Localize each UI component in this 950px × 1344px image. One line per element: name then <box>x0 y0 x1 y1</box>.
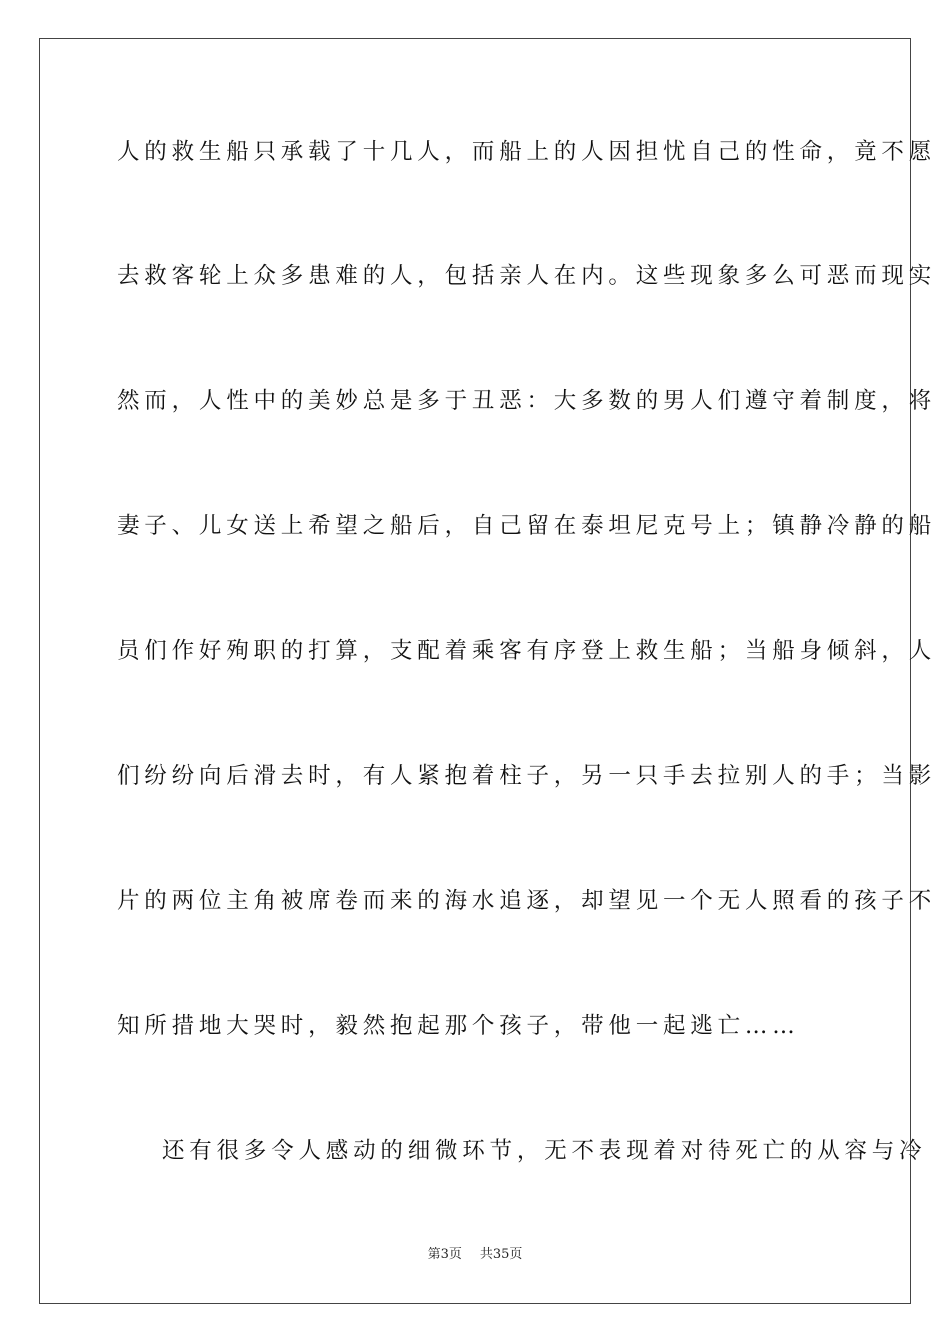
paragraph-line: 然而，人性中的美妙总是多于丑恶：大多数的男人们遵守着制度，将 <box>117 388 937 414</box>
paragraph-line: 片的两位主角被席卷而来的海水追逐，却望见一个无人照看的孩子不 <box>117 888 937 914</box>
page-border <box>39 38 937 1304</box>
paragraph-line: 员们作好殉职的打算，支配着乘客有序登上救生船；当船身倾斜，人 <box>117 638 937 664</box>
paragraph-first-line: 还有很多令人感动的细微环节，无不表现着对待死亡的从容与冷 <box>162 1138 927 1164</box>
paragraph-line: 们纷纷向后滑去时，有人紧抱着柱子，另一只手去拉别人的手；当影 <box>117 763 937 789</box>
paragraph-line: 人的救生船只承载了十几人，而船上的人因担忧自己的性命，竟不愿 <box>117 139 937 165</box>
paragraph-line: 妻子、儿女送上希望之船后，自己留在泰坦尼克号上；镇静冷静的船 <box>117 513 937 539</box>
page-footer <box>0 1245 950 1265</box>
page-total: 共35页 <box>479 1247 523 1262</box>
paragraph-line: 去救客轮上众多患难的人，包括亲人在内。这些现象多么可恶而现实 <box>117 263 937 289</box>
paragraph-line: 知所措地大哭时，毅然抱起那个孩子，带他一起逃亡…… <box>117 1013 800 1039</box>
page-number: 第3页 <box>427 1247 462 1262</box>
